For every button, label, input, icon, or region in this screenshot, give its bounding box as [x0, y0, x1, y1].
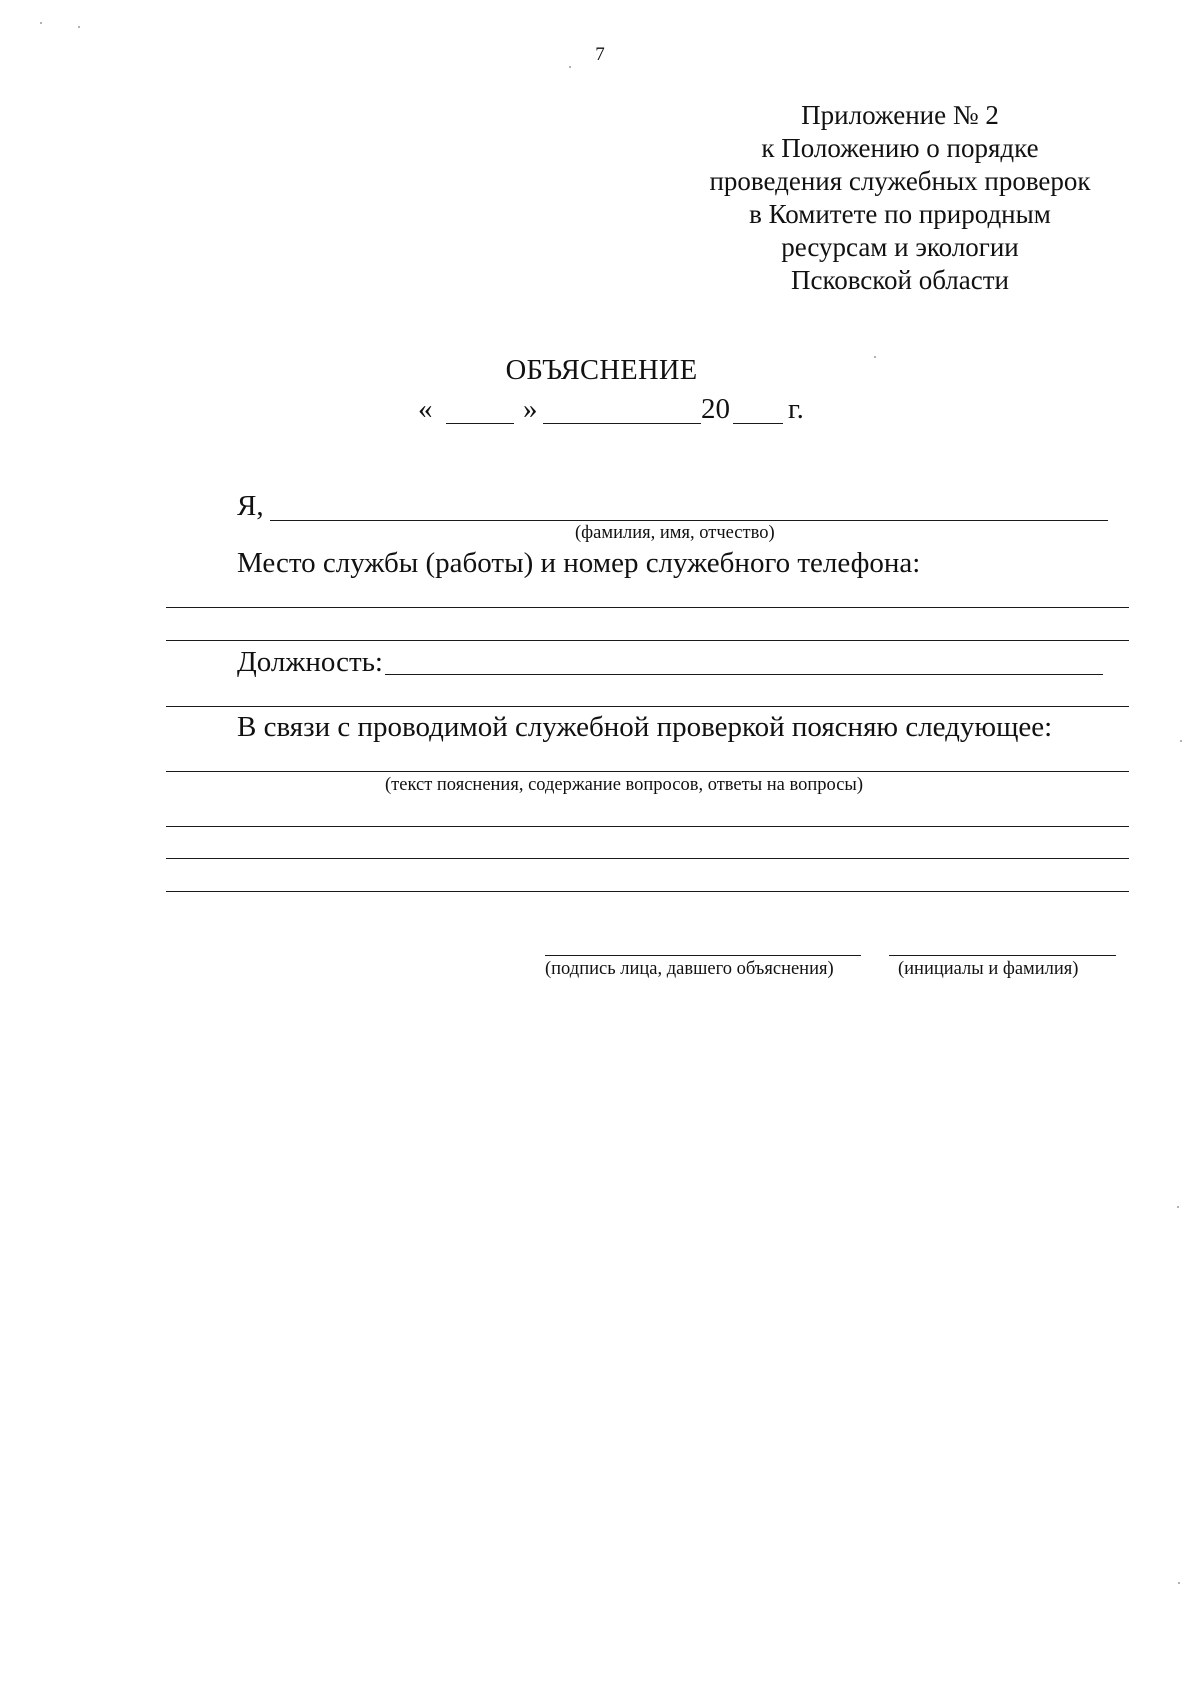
explanation-caption: (текст пояснения, содержание вопросов, ответы на вопросы)	[385, 775, 864, 795]
name-label: Я,	[237, 490, 264, 522]
date-year-field[interactable]	[733, 423, 783, 424]
scan-speck	[569, 66, 571, 68]
appendix-line: к Положению о порядке	[761, 133, 1039, 163]
initials-caption: (инициалы и фамилия)	[898, 959, 1079, 979]
date-year-suffix: г.	[788, 393, 804, 425]
scan-speck	[1180, 740, 1182, 742]
scan-speck	[1177, 1206, 1179, 1208]
date-close-quote: »	[523, 393, 538, 425]
explanation-field-line[interactable]	[166, 771, 1129, 772]
scan-speck	[1178, 1582, 1180, 1584]
date-month-field[interactable]	[543, 423, 701, 424]
explanation-field-line[interactable]	[166, 826, 1129, 827]
date-open-quote: «	[418, 393, 433, 425]
workplace-field-line[interactable]	[166, 640, 1129, 641]
position-label: Должность:	[237, 646, 383, 678]
date-year-prefix: 20	[701, 393, 730, 425]
document-title: ОБЪЯСНЕНИЕ	[505, 355, 698, 386]
position-field-line[interactable]	[166, 706, 1129, 707]
appendix-line: Псковской области	[790, 265, 1009, 295]
appendix-line: ресурсам и экологии	[781, 232, 1019, 262]
explanation-field-line[interactable]	[166, 891, 1129, 892]
name-field[interactable]	[270, 520, 1108, 521]
workplace-field-line[interactable]	[166, 607, 1129, 608]
appendix-line: в Комитете по природным	[749, 199, 1051, 229]
date-day-field[interactable]	[446, 423, 514, 424]
signature-caption: (подпись лица, давшего объяснения)	[545, 959, 834, 979]
signature-field[interactable]	[545, 955, 861, 956]
appendix-reference	[680, 99, 1120, 297]
workplace-label: Место службы (работы) и номер служебного телефона:	[237, 547, 921, 579]
initials-field[interactable]	[889, 955, 1116, 956]
appendix-line: проведения служебных проверок	[709, 166, 1091, 196]
position-field[interactable]	[385, 674, 1103, 675]
explanation-field-line[interactable]	[166, 858, 1129, 859]
name-caption: (фамилия, имя, отчество)	[575, 523, 775, 543]
scan-speck	[40, 22, 42, 24]
scan-speck	[78, 26, 80, 28]
page-number: 7	[595, 44, 605, 65]
scan-speck	[874, 356, 876, 358]
appendix-line: Приложение № 2	[801, 100, 999, 130]
explanation-label: В связи с проводимой служебной проверкой поясняю следующее:	[237, 711, 1053, 743]
